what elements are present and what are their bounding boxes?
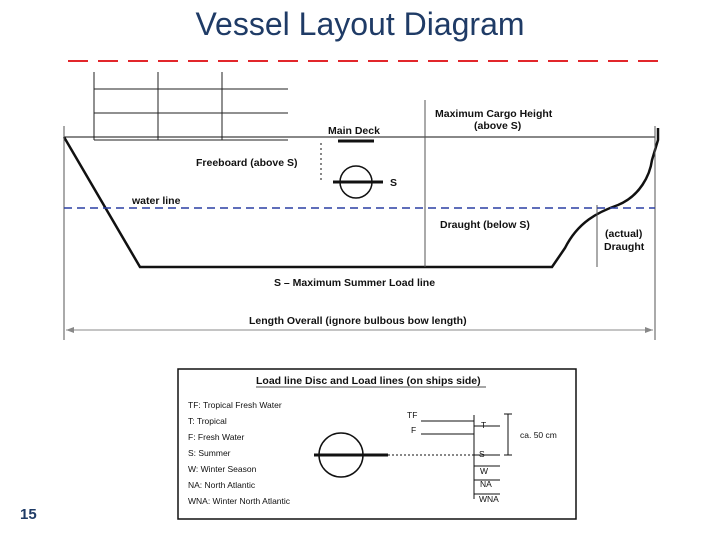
legend-item: W: Winter Season	[188, 464, 257, 474]
slide-title: Vessel Layout Diagram	[195, 6, 525, 42]
s-mark-label: S	[390, 177, 398, 189]
max-cargo-height-label: Maximum Cargo Height	[435, 108, 553, 120]
load-line-box-title: Load line Disc and Load lines (on ships side)	[256, 375, 481, 387]
max-cargo-height-sublabel: (above S)	[474, 120, 522, 132]
cargo-stack-grid	[94, 72, 288, 140]
actual-draught-sublabel: Draught	[604, 241, 645, 253]
length-overall-label: Length Overall (ignore bulbous bow length)	[249, 315, 467, 327]
arrow-head-right	[645, 327, 653, 333]
actual-draught-label: (actual)	[605, 228, 643, 240]
mark-w: W	[480, 466, 489, 476]
legend-item: TF: Tropical Fresh Water	[188, 400, 282, 410]
legend-item: T: Tropical	[188, 416, 227, 426]
arrow-head-left	[66, 327, 74, 333]
main-deck-label: Main Deck	[328, 125, 380, 137]
mark-t: T	[481, 420, 487, 430]
legend-item: S: Summer	[188, 448, 231, 458]
legend-item: NA: North Atlantic	[188, 480, 256, 490]
draught-label: Draught (below S)	[440, 219, 530, 231]
summer-load-line-label: S – Maximum Summer Load line	[274, 277, 436, 289]
mark-s: S	[479, 449, 485, 459]
legend-item: F: Fresh Water	[188, 432, 245, 442]
mark-wna: WNA	[479, 494, 499, 504]
mark-na: NA	[480, 479, 492, 489]
mark-tf: TF	[407, 410, 418, 420]
distance-label: ca. 50 cm	[520, 430, 557, 440]
water-line-label: water line	[132, 195, 181, 207]
mark-f: F	[411, 425, 417, 435]
legend-item: WNA: Winter North Atlantic	[188, 496, 291, 506]
page-number: 15	[20, 506, 37, 523]
freeboard-label: Freeboard (above S)	[196, 157, 298, 169]
